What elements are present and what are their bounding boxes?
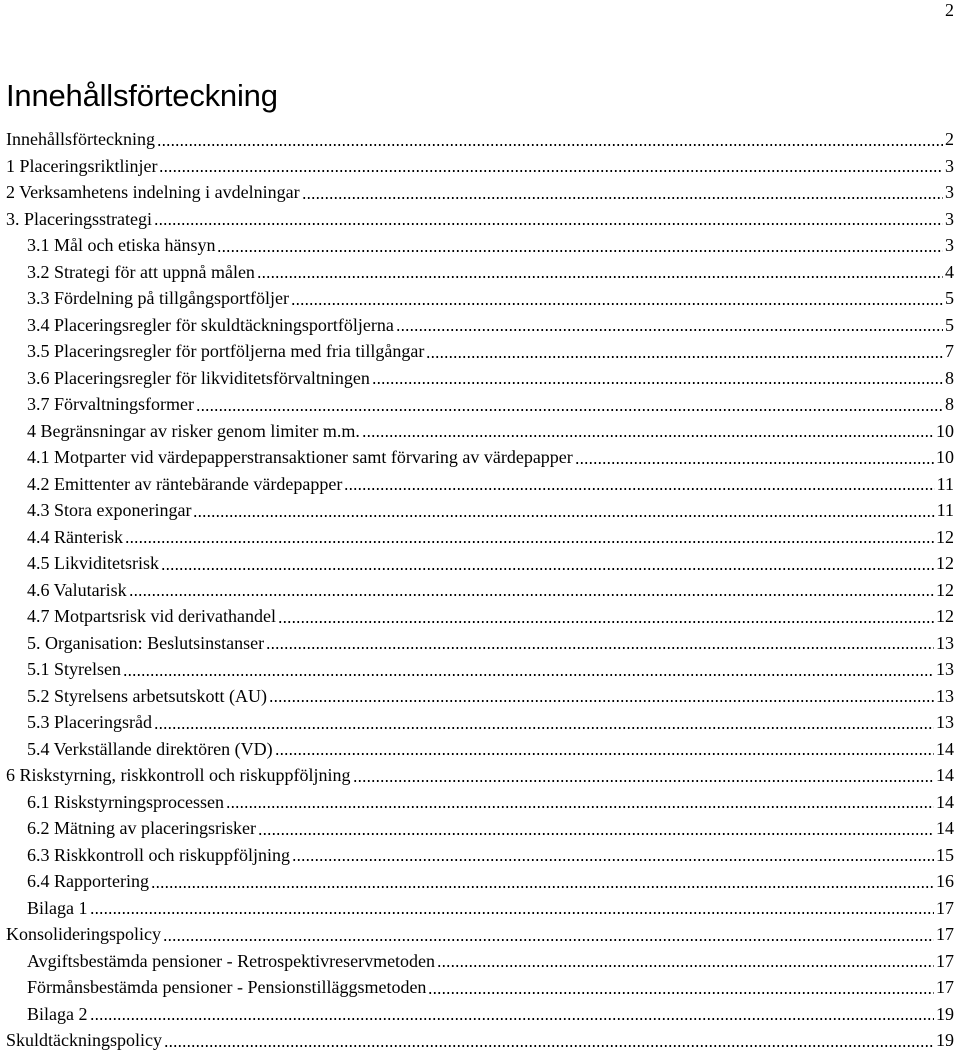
toc-entry[interactable]	[6, 497, 954, 524]
toc-entry-label: 2 Verksamhetens indelning i avdelningar	[6, 182, 300, 202]
dot-leader	[258, 824, 934, 836]
toc-entry-label: Konsolideringspolicy	[6, 924, 161, 944]
toc-entry-page: 5	[945, 314, 954, 335]
toc-entry-label: 5.3 Placeringsråd	[27, 712, 152, 732]
toc-entry-label: 5. Organisation: Beslutsinstanser	[27, 632, 265, 653]
toc-entry-label: 6 Riskstyrning, riskkontroll och riskuppföljning	[6, 765, 351, 785]
toc-entry-page: 5	[945, 288, 954, 308]
toc-entry[interactable]	[6, 312, 954, 339]
dot-leader	[226, 797, 934, 809]
toc-entry-label: 3.4 Placeringsregler för skuldtäckningsportföljerna	[27, 314, 394, 335]
toc-entry[interactable]	[6, 577, 954, 604]
toc-entry-label: Bilaga 1	[27, 897, 88, 918]
dot-leader	[266, 638, 934, 650]
dot-leader	[344, 479, 934, 491]
dot-leader	[154, 214, 943, 226]
toc-entry[interactable]	[6, 603, 954, 630]
toc-entry-label: 4.2 Emittenter av räntebärande värdepapper	[27, 473, 343, 494]
toc-entry-page: 14	[936, 765, 954, 785]
toc-entry-label: 3.2 Strategi för att uppnå målen	[27, 261, 255, 282]
toc-heading: Innehållsförteckning	[6, 78, 278, 113]
dot-leader	[428, 983, 934, 995]
toc-entry-page: 3	[945, 155, 954, 176]
toc-entry[interactable]	[6, 630, 954, 657]
dot-leader	[164, 1036, 934, 1048]
toc-entry[interactable]	[6, 232, 954, 259]
toc-entry-page: 8	[945, 394, 954, 414]
toc-entry-page: 19	[936, 1030, 954, 1050]
toc-entry[interactable]	[6, 948, 954, 975]
toc-entry-page: 3	[945, 208, 954, 229]
dot-leader	[193, 506, 934, 518]
toc-entry-label: 3.6 Placeringsregler för likviditetsförvaltningen	[27, 367, 370, 388]
dot-leader	[123, 665, 934, 677]
toc-entry-page: 17	[936, 977, 954, 997]
dot-leader	[437, 956, 934, 968]
toc-entry-page: 17	[936, 950, 954, 971]
toc-entry-page: 12	[936, 526, 954, 547]
toc-entry-label: 3.1 Mål och etiska hänsyn	[27, 235, 216, 255]
toc-entry-label: 5.2 Styrelsens arbetsutskott (AU)	[27, 685, 267, 706]
toc-entry-page: 17	[936, 924, 954, 944]
toc-entry-label: 5.1 Styrelsen	[27, 659, 121, 679]
dot-leader	[90, 903, 935, 915]
toc-entry-page: 14	[936, 738, 954, 759]
toc-entry[interactable]	[6, 921, 954, 948]
toc-entry-label: 4.5 Likviditetsrisk	[27, 553, 159, 573]
toc-entry[interactable]	[6, 285, 954, 312]
dot-leader	[396, 320, 943, 332]
dot-leader	[90, 1009, 935, 1021]
toc-entry-page: 11	[936, 473, 954, 494]
toc-entry-page: 19	[936, 1003, 954, 1024]
toc-entry-page: 8	[945, 367, 954, 388]
toc-entry-label: 4.4 Ränterisk	[27, 526, 123, 547]
dot-leader	[217, 241, 943, 253]
toc-entry-label: 3. Placeringsstrategi	[6, 208, 152, 229]
toc-entry[interactable]	[6, 471, 954, 498]
toc-entry[interactable]	[6, 153, 954, 180]
dot-leader	[353, 771, 935, 783]
toc-entry-page: 15	[936, 844, 954, 865]
toc-entry[interactable]	[6, 338, 954, 365]
toc-entry[interactable]	[6, 550, 954, 577]
toc-entry[interactable]	[6, 365, 954, 392]
toc-entry-label: 3.7 Förvaltningsformer	[27, 394, 194, 414]
toc-entry-page: 13	[936, 632, 954, 653]
toc-entry-page: 7	[945, 341, 954, 361]
dot-leader	[426, 347, 943, 359]
toc-entry-page: 10	[936, 420, 954, 441]
toc-entry-page: 17	[936, 897, 954, 918]
dot-leader	[278, 612, 934, 624]
dot-leader	[291, 294, 943, 306]
toc-entry-label: Avgiftsbestämda pensioner - Retrospektivreservmetoden	[27, 950, 436, 971]
toc-entry[interactable]	[6, 683, 954, 710]
dot-leader	[196, 400, 943, 412]
dot-leader	[302, 188, 943, 200]
toc-entry[interactable]	[6, 842, 954, 869]
toc-entry-page: 13	[936, 659, 954, 679]
dot-leader	[257, 267, 943, 279]
toc-entry-page: 3	[945, 182, 954, 202]
toc-entry[interactable]	[6, 1001, 954, 1028]
toc-entry-label: 4 Begränsningar av risker genom limiter m.m.	[27, 420, 360, 441]
table-of-contents	[6, 126, 954, 1054]
dot-leader	[269, 691, 934, 703]
toc-entry-label: Förmånsbestämda pensioner - Pensionstilläggsmetoden	[27, 977, 427, 997]
toc-entry-page: 10	[936, 447, 954, 467]
toc-entry-label: 6.1 Riskstyrningsprocessen	[27, 791, 224, 812]
toc-entry[interactable]	[6, 524, 954, 551]
toc-entry-label: Bilaga 2	[27, 1003, 88, 1024]
toc-entry-label: Innehållsförteckning	[6, 129, 155, 149]
toc-entry-page: 4	[945, 261, 954, 282]
toc-entry-label: 6.4 Rapportering	[27, 871, 149, 891]
dot-leader	[372, 373, 943, 385]
toc-entry-label: 6.2 Mätning av placeringsrisker	[27, 818, 256, 838]
toc-entry[interactable]	[6, 126, 954, 153]
dot-leader	[362, 426, 934, 438]
toc-entry-page: 12	[936, 606, 954, 626]
toc-entry[interactable]	[6, 418, 954, 445]
toc-entry-label: 3.3 Fördelning på tillgångsportföljer	[27, 288, 289, 308]
toc-entry-label: 4.3 Stora exponeringar	[27, 500, 192, 520]
dot-leader	[292, 850, 934, 862]
dot-leader	[129, 585, 934, 597]
dot-leader	[161, 559, 934, 571]
toc-entry-page: 16	[936, 871, 954, 891]
toc-entry[interactable]	[6, 444, 954, 471]
toc-entry-page: 2	[945, 129, 954, 149]
toc-entry-page: 14	[936, 791, 954, 812]
dot-leader	[154, 718, 934, 730]
toc-entry[interactable]	[6, 815, 954, 842]
dot-leader	[157, 135, 943, 147]
toc-entry-page: 3	[945, 235, 954, 255]
toc-entry[interactable]	[6, 895, 954, 922]
toc-entry-page: 12	[936, 579, 954, 600]
toc-entry[interactable]	[6, 709, 954, 736]
toc-entry[interactable]	[6, 974, 954, 1001]
toc-entry-page: 11	[936, 500, 954, 520]
toc-entry[interactable]	[6, 206, 954, 233]
toc-entry[interactable]	[6, 259, 954, 286]
dot-leader	[163, 930, 934, 942]
toc-entry-page: 13	[936, 685, 954, 706]
toc-entry[interactable]	[6, 391, 954, 418]
toc-entry-page: 14	[936, 818, 954, 838]
dot-leader	[151, 877, 934, 889]
dot-leader	[125, 532, 934, 544]
toc-entry-label: 4.7 Motpartsrisk vid derivathandel	[27, 606, 276, 626]
toc-entry-label: 4.6 Valutarisk	[27, 579, 127, 600]
toc-entry-label: 6.3 Riskkontroll och riskuppföljning	[27, 844, 290, 865]
toc-entry-label: 5.4 Verkställande direktören (VD)	[27, 738, 273, 759]
page-number: 2	[945, 0, 954, 20]
toc-entry[interactable]	[6, 1027, 954, 1054]
toc-entry[interactable]	[6, 789, 954, 816]
toc-entry-label: 1 Placeringsriktlinjer	[6, 155, 158, 176]
toc-entry[interactable]	[6, 179, 954, 206]
toc-entry-label: 3.5 Placeringsregler för portföljerna med fria tillgångar	[27, 341, 425, 361]
toc-entry[interactable]	[6, 762, 954, 789]
toc-entry-label: 4.1 Motparter vid värdepapperstransaktioner samt förvaring av värdepapper	[27, 447, 573, 467]
toc-entry-label: Skuldtäckningspolicy	[6, 1030, 162, 1050]
toc-entry[interactable]	[6, 868, 954, 895]
dot-leader	[575, 453, 934, 465]
toc-entry-page: 13	[936, 712, 954, 732]
toc-entry[interactable]	[6, 656, 954, 683]
toc-entry[interactable]	[6, 736, 954, 763]
dot-leader	[159, 161, 943, 173]
dot-leader	[275, 744, 934, 756]
toc-entry-page: 12	[936, 553, 954, 573]
